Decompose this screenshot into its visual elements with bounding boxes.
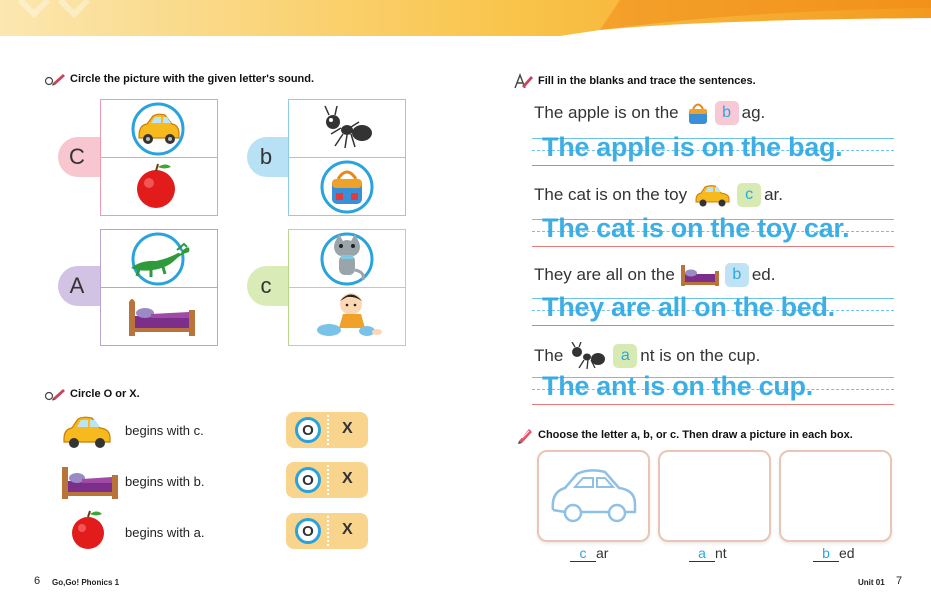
sentence-text: ag.: [741, 103, 766, 122]
letter-label: c: [260, 273, 272, 298]
ox-statement-2: begins with b.: [125, 474, 205, 489]
car-icon: [693, 182, 733, 208]
bed-icon: [679, 262, 721, 288]
word-answer[interactable]: c: [570, 545, 596, 562]
blank-answer[interactable]: c: [737, 183, 761, 207]
section-fill-title: [512, 73, 756, 89]
section-circle-title: [44, 72, 314, 86]
sentence-text: ar.: [764, 185, 783, 204]
trace-line-3[interactable]: [532, 294, 894, 334]
ox-choice-1: [286, 412, 368, 448]
sentence-2: [534, 182, 783, 208]
picture-cell-apple[interactable]: [100, 157, 218, 216]
car-icon: [60, 411, 116, 451]
bag-icon: [685, 100, 711, 126]
letter-label: A: [69, 273, 85, 298]
sentence-text: nt is on the cup.: [640, 346, 761, 365]
bed-icon: [101, 288, 219, 346]
apple-icon: [101, 158, 219, 216]
trace-line-1[interactable]: [532, 134, 894, 174]
sentence-text: ed.: [751, 265, 776, 284]
draw-box-2[interactable]: [658, 450, 771, 542]
bed-icon: [58, 461, 122, 501]
trace-text: The cat is on the toy car.: [542, 213, 850, 243]
word-rest: nt: [715, 545, 727, 561]
left-page-number: 6: [34, 575, 41, 587]
book-title: Go,Go! Phonics 1: [52, 578, 120, 587]
baby-icon: [289, 288, 407, 346]
draw-box-3[interactable]: [779, 450, 892, 542]
o-option[interactable]: O: [295, 467, 321, 493]
letter-label: C: [69, 144, 85, 169]
sentence-3: [534, 262, 775, 288]
ant-icon: [569, 342, 609, 370]
letter-tab-c-lower: [247, 266, 291, 306]
picture-cell-alligator[interactable]: [100, 229, 218, 288]
trace-text: They are all on the bed.: [542, 292, 835, 322]
word-answer[interactable]: a: [689, 545, 715, 562]
section-circle-title-text: Circle the picture with the given letter's sound.: [70, 73, 315, 85]
sentence-text: The cat is on the toy: [534, 185, 688, 204]
unit-label: Unit 01: [858, 578, 885, 587]
pen-icon: [512, 73, 534, 89]
section-ox-title-text: Circle O or X.: [70, 388, 140, 400]
section-draw-title-text: Choose the letter a, b, or c. Then draw a picture in each box.: [538, 429, 853, 441]
letter-tab-c-upper: [58, 137, 102, 177]
picture-cell-baby[interactable]: [288, 287, 406, 346]
picture-cell-bag[interactable]: [288, 157, 406, 216]
ox-statement-3: begins with a.: [125, 525, 205, 540]
blank-answer[interactable]: b: [725, 263, 749, 287]
o-option[interactable]: O: [295, 417, 321, 443]
crayon-icon: [516, 426, 534, 444]
picture-cell-cat[interactable]: [288, 229, 406, 288]
blank-answer[interactable]: a: [613, 344, 637, 368]
blank-answer[interactable]: b: [715, 101, 739, 125]
car-sketch-icon: [539, 452, 648, 540]
word-rest: ed: [839, 545, 855, 561]
word-blank-2: [689, 545, 727, 562]
o-option[interactable]: O: [295, 518, 321, 544]
sentence-1: [534, 100, 765, 126]
x-option[interactable]: X: [342, 470, 353, 487]
trace-text: The ant is on the cup.: [542, 371, 813, 401]
word-blank-1: [570, 545, 608, 562]
letter-tab-a-upper: [58, 266, 102, 306]
top-banner: [0, 0, 931, 36]
right-page-number: 7: [896, 575, 903, 587]
letter-tab-b: [247, 137, 291, 177]
trace-text: The apple is on the bag.: [542, 132, 843, 162]
section-fill-title-text: Fill in the blanks and trace the sentences.: [538, 75, 756, 87]
ox-statement-1: begins with c.: [125, 423, 204, 438]
sentence-4: [534, 342, 760, 370]
sentence-text: The apple is on the: [534, 103, 679, 122]
trace-line-2[interactable]: [532, 215, 894, 255]
word-blank-3: [813, 545, 855, 562]
sentence-text: The: [534, 346, 564, 365]
ox-choice-2: [286, 462, 368, 498]
pencil-icon: [44, 387, 66, 401]
apple-icon: [68, 509, 110, 551]
pencil-icon: [44, 72, 66, 86]
ant-icon: [289, 100, 407, 158]
section-ox-title: [44, 387, 140, 401]
word-rest: ar: [596, 545, 609, 561]
word-answer[interactable]: b: [813, 545, 839, 562]
trace-line-4[interactable]: [532, 373, 894, 413]
letter-label: b: [259, 144, 273, 169]
picture-cell-car[interactable]: [100, 99, 218, 158]
ox-choice-3: [286, 513, 368, 549]
section-draw-title: [516, 426, 853, 444]
picture-cell-ant[interactable]: [288, 99, 406, 158]
x-option[interactable]: X: [342, 420, 353, 437]
x-option[interactable]: X: [342, 521, 353, 538]
picture-cell-bed[interactable]: [100, 287, 218, 346]
draw-box-1[interactable]: [537, 450, 650, 542]
sentence-text: They are all on the: [534, 265, 675, 284]
